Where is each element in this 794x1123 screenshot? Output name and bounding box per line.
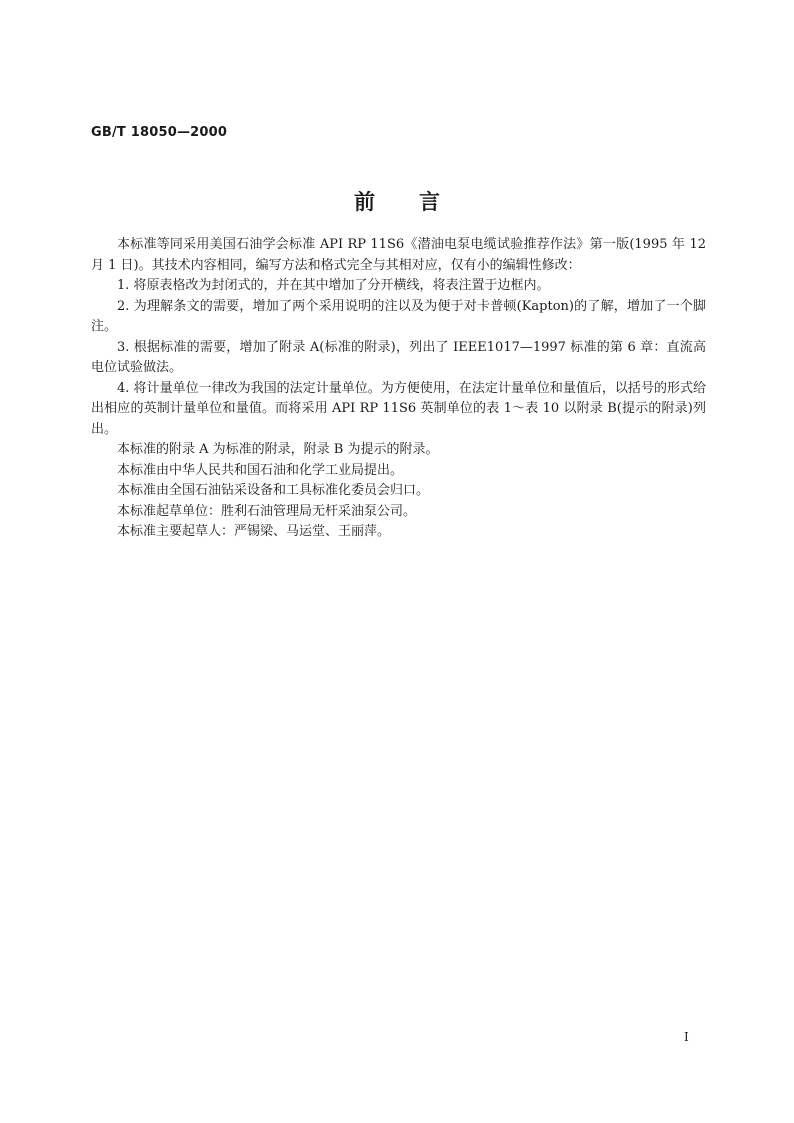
paragraph-item-3: 3. 根据标准的需要，增加了附录 A(标准的附录)，列出了 IEEE1017—1997 标准的第 6 章：直流高电位试验做法。 bbox=[91, 339, 706, 375]
document-code: GB/T 18050—2000 bbox=[91, 125, 228, 140]
paragraph-responsible-committee: 本标准由全国石油钻采设备和工具标准化委员会归口。 bbox=[117, 483, 430, 498]
page-number: I bbox=[684, 1030, 689, 1044]
paragraph-item-4: 4. 将计量单位一律改为我国的法定计量单位。为方便使用，在法定计量单位和量值后，以括号的形式给出相应的英制计量单位和量值。而将采用 API RP 11S6 英制单位的表 1～表 10 以附录 B(提示的附录)列出。 bbox=[91, 380, 706, 437]
paragraph-item-1: 1. 将原表格改为封闭式的，并在其中增加了分开横线，将表注置于边框内。 bbox=[117, 278, 550, 293]
paragraph-main-drafters: 本标准主要起草人：严锡梁、马运堂、王丽萍。 bbox=[117, 524, 391, 539]
paragraph-appendix-note: 本标准的附录 A 为标准的附录，附录 B 为提示的附录。 bbox=[117, 442, 439, 457]
page-title: 前言 bbox=[354, 190, 484, 214]
paragraph-intro: 本标准等同采用美国石油学会标准 API RP 11S6《潜油电泵电缆试验推荐作法》第一版(1995 年 12 月 1 日)。其技术内容相同，编写方法和格式完全与其相对应，仅有小的编辑性修改： bbox=[91, 237, 706, 273]
preface-body bbox=[91, 235, 706, 543]
paragraph-proposer: 本标准由中华人民共和国石油和化学工业局提出。 bbox=[117, 462, 404, 478]
paragraph-drafting-unit: 本标准起草单位：胜利石油管理局无杆采油泵公司。 bbox=[117, 503, 417, 519]
paragraph-item-2: 2. 为理解条文的需要，增加了两个采用说明的注以及为便于对卡普顿(Kapton)的了解，增加了一个脚注。 bbox=[91, 298, 706, 334]
